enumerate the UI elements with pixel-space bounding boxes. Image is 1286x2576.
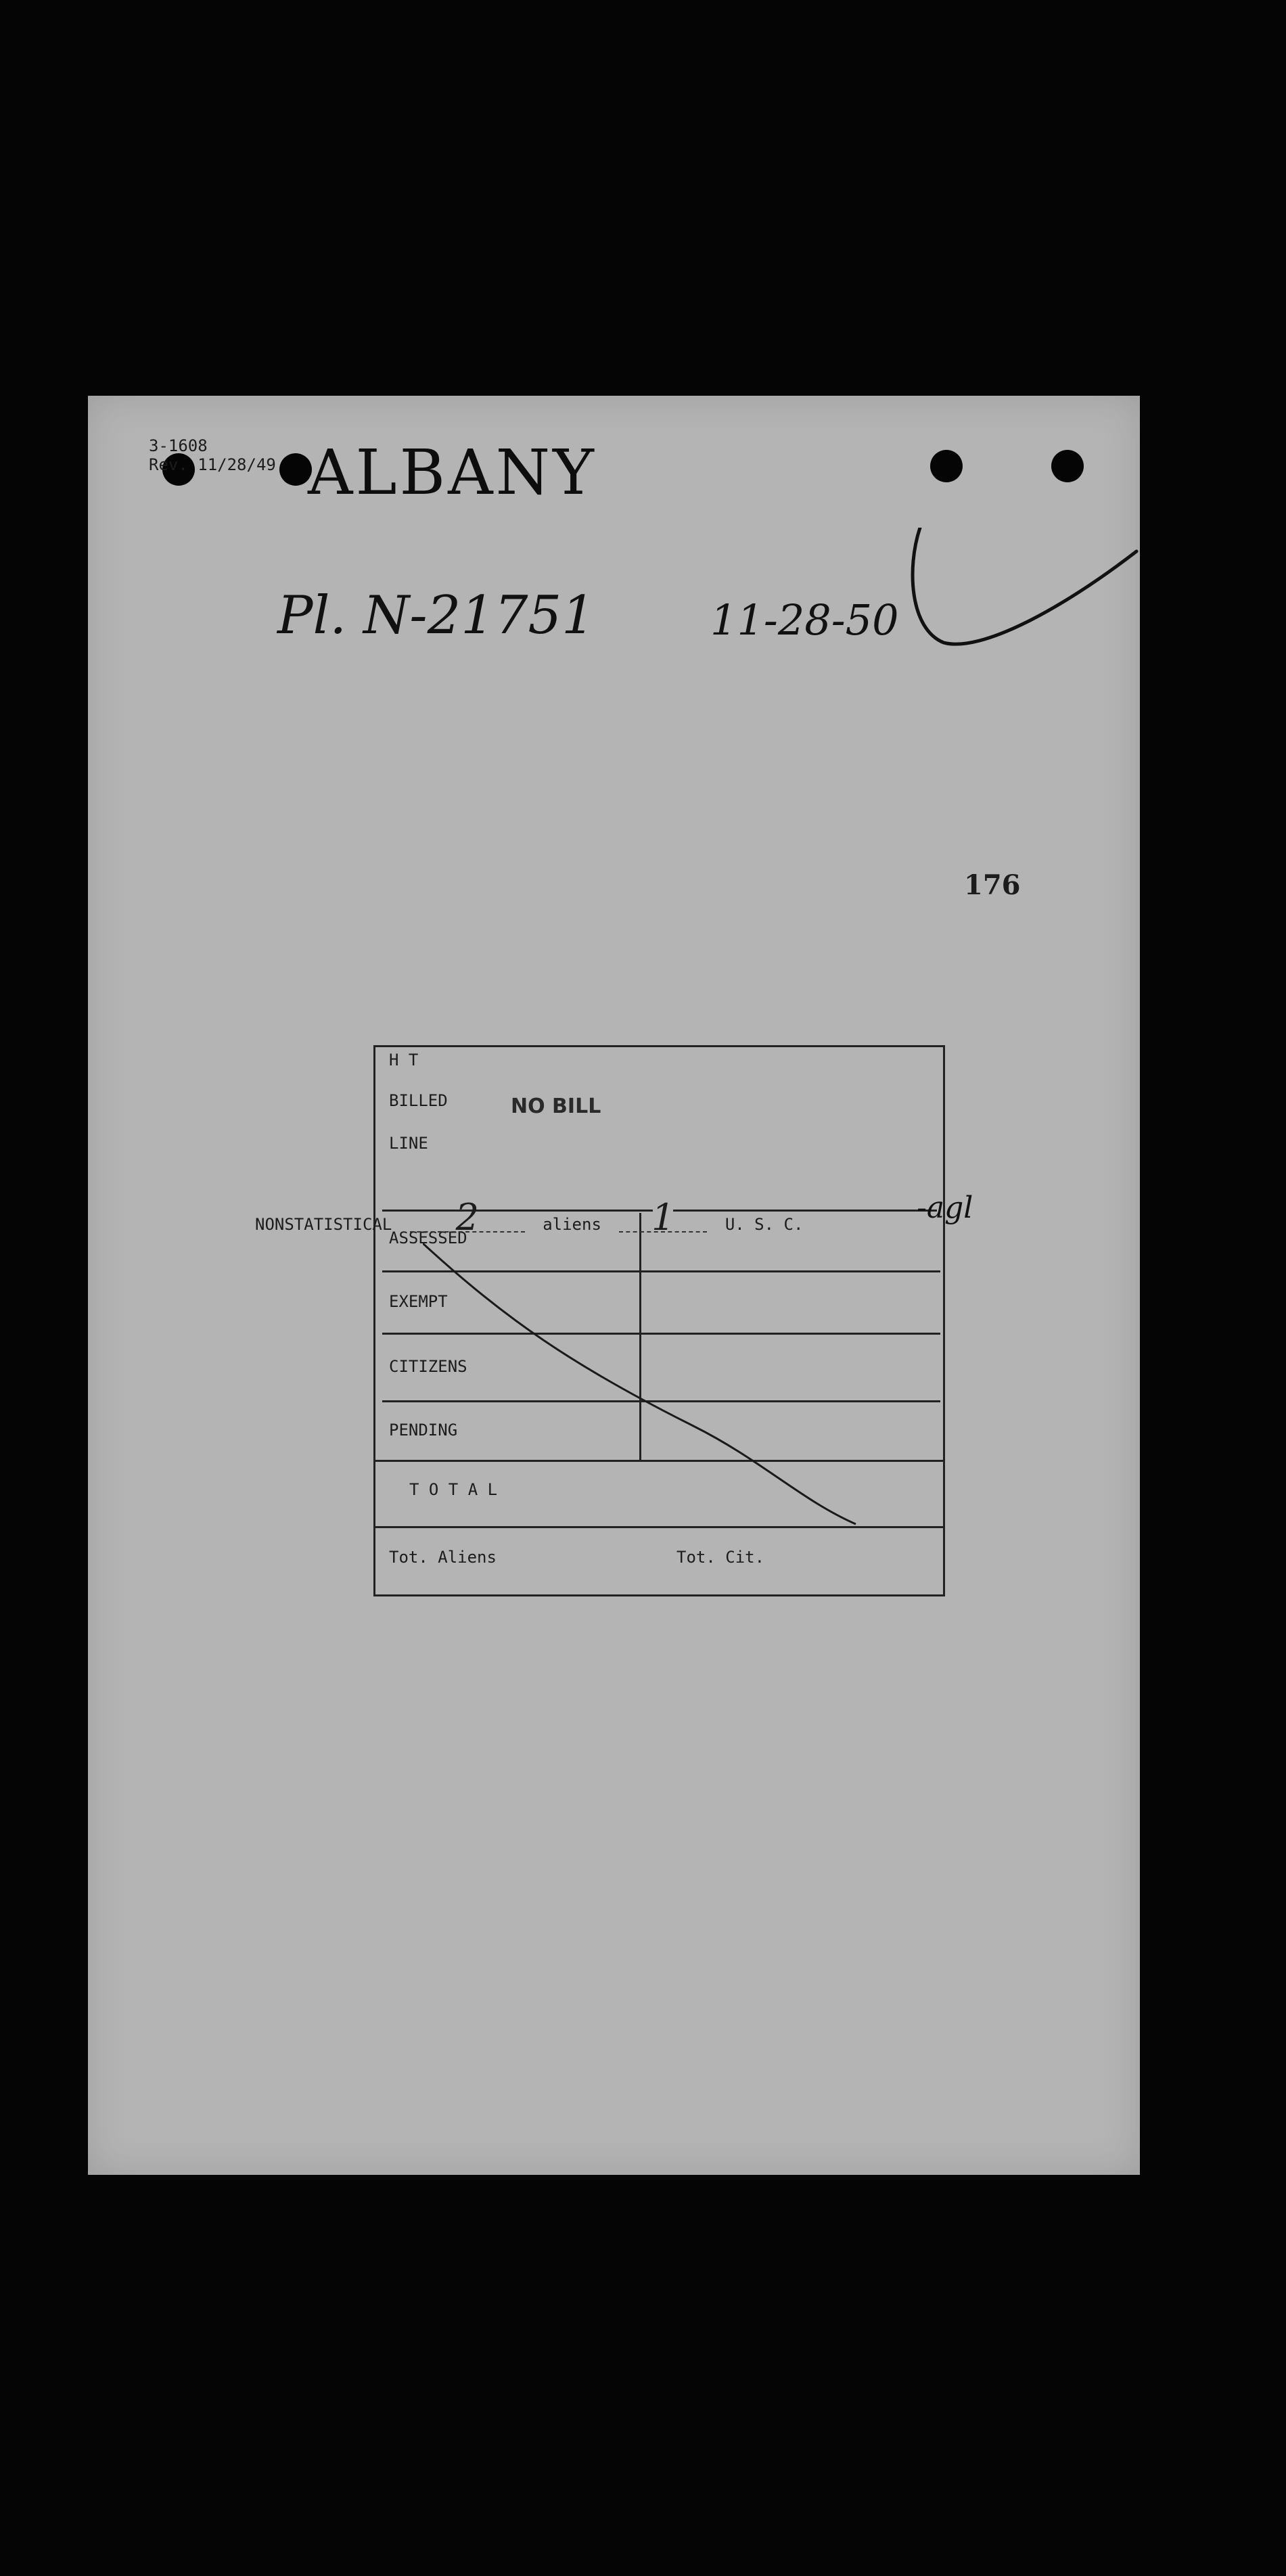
punch-hole-right-2 xyxy=(1051,450,1084,482)
row-citizens: CITIZENS xyxy=(389,1357,467,1376)
row-pending: PENDING xyxy=(389,1421,458,1440)
aliens-count: 2 xyxy=(410,1204,525,1233)
row-assessed: ASSESSED xyxy=(389,1228,467,1247)
footer-tot-cit: Tot. Cit. xyxy=(676,1548,765,1567)
footer-tot-aliens: Tot. Aliens xyxy=(389,1548,497,1567)
aliens-label: aliens xyxy=(543,1215,601,1234)
row-total: T O T A L xyxy=(409,1480,498,1499)
handwritten-date: 11-28-50 xyxy=(710,595,899,645)
cancellation-stroke xyxy=(423,1243,863,1527)
label-ht: H T xyxy=(389,1051,419,1070)
handwritten-count: 176 xyxy=(964,869,1021,901)
usc-label: U. S. C. xyxy=(725,1215,804,1234)
punch-hole-right-1 xyxy=(930,450,963,482)
row-exempt: EXEMPT xyxy=(389,1292,448,1311)
document-page xyxy=(88,396,1140,2175)
punch-hole-left-2 xyxy=(279,453,312,486)
no-bill-stamp: NO BILL xyxy=(511,1095,601,1118)
form-revision: Rev. 11/28/49 xyxy=(149,455,276,474)
usc-count: 1 xyxy=(619,1204,707,1233)
statistics-table xyxy=(373,1045,945,1596)
check-mark-icon xyxy=(906,528,1140,656)
form-number: 3-1608 xyxy=(149,436,208,455)
handwritten-file-number: Pl. N-21751 xyxy=(277,585,595,646)
nonstatistical-label: NONSTATISTICAL xyxy=(255,1215,392,1234)
handwritten-initials: -agl xyxy=(917,1191,973,1225)
label-line: LINE xyxy=(389,1134,428,1153)
office-title: ALBANY xyxy=(308,436,597,509)
label-billed: BILLED xyxy=(389,1091,448,1110)
